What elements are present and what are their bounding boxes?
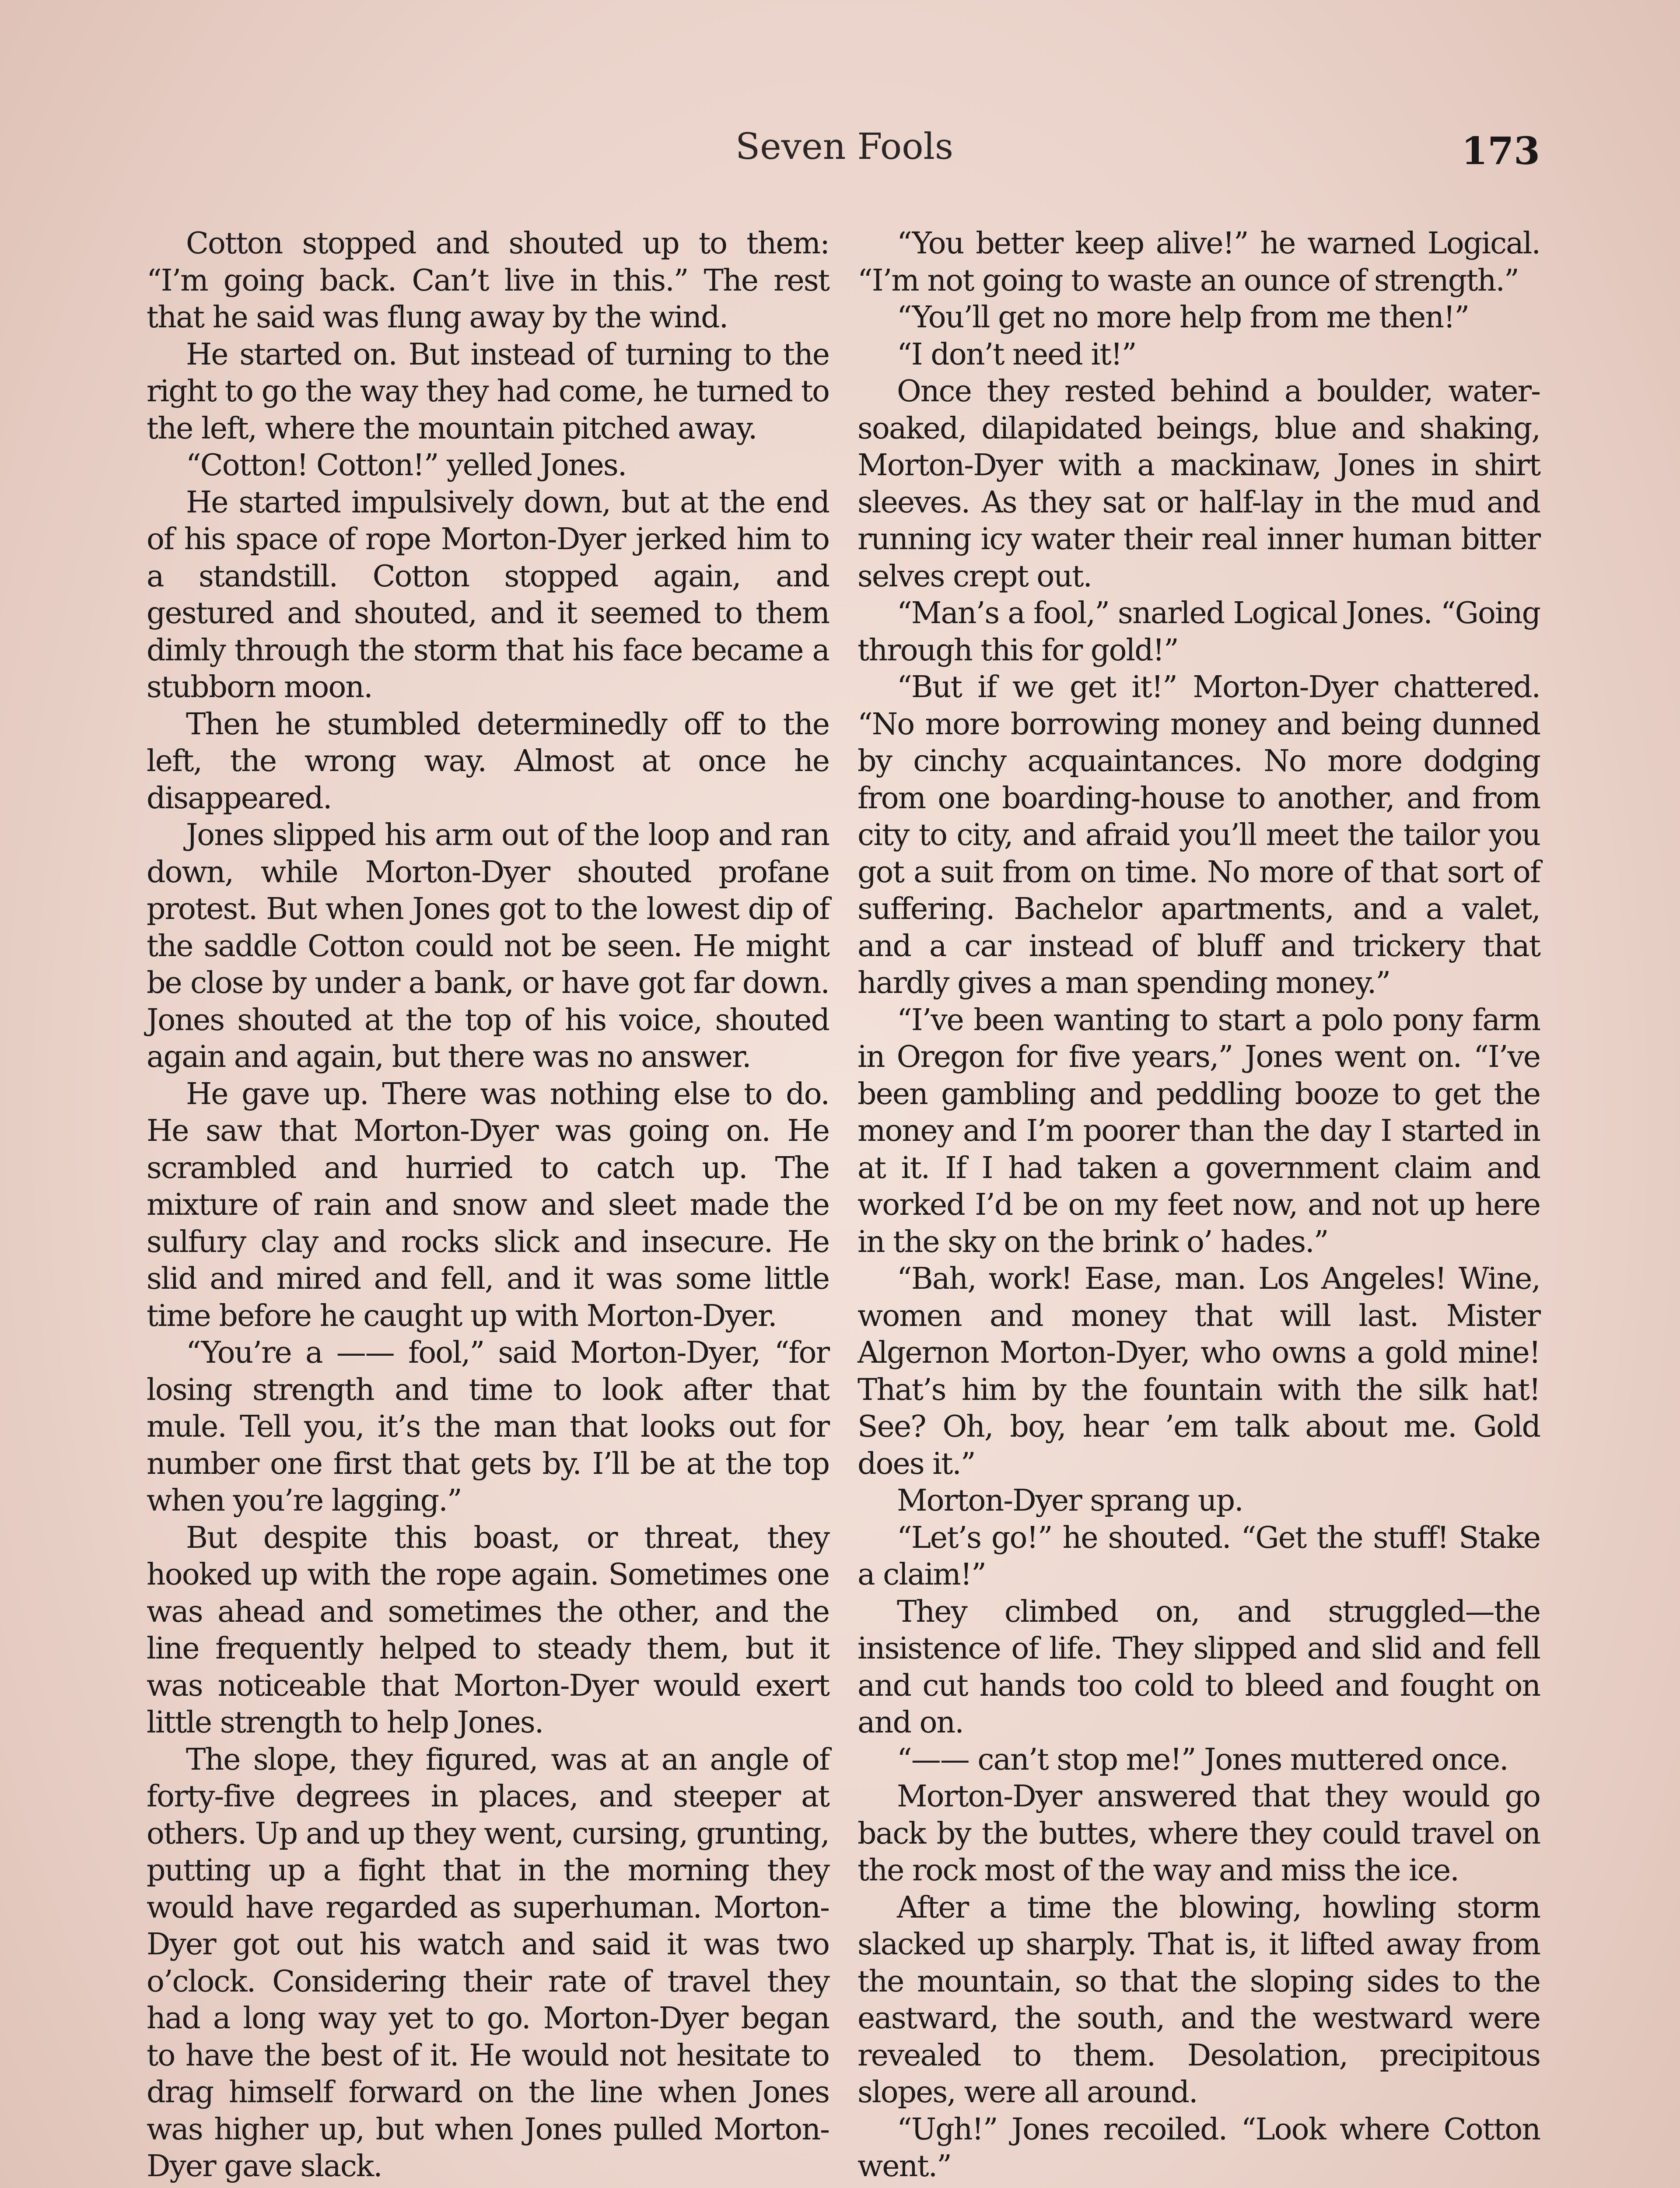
paragraph: Jones slipped his arm out of the loop and ran down, while Morton-Dyer shouted profane protest. But when Jones got to the lowest dip of the saddle Cotton could not be seen. He might be close by under a bank, or have got far down. Jones shouted at the top of his voice, shouted again and again, but there was no answer. [147,818,829,1074]
paragraph: He started on. But instead of turning to the right to go the way they had come, he turned to the left, where the mountain pitched away. [147,337,829,446]
paragraph: Once they rested behind a boulder, water-soaked, dilapidated beings, blue and shaking, Morton-Dyer with a mackinaw, Jones in shirt sleeves. As they sat or half-lay in the mud and running icy water their real inner human bitter selves crept out. [858,374,1540,594]
paragraph: They climbed on, and struggled—the insistence of life. They slipped and slid and fell and cut hands too cold to bleed and fought on and on. [858,1594,1540,1740]
running-title: Seven Fools [735,126,953,168]
paragraph: Morton-Dyer answered that they would go back by the buttes, where they could travel on the rock most of the way and miss the ice. [858,1779,1540,1888]
paragraph: After a time the blowing, howling storm slacked up sharply. That is, it lifted away from the mountain, so that the sloping sides to the eastward, the south, and the westward were revealed to them. Desolation, precipitous slopes, were all around. [858,1890,1540,2110]
paragraph: “You’ll get no more help from me then!” [897,300,1469,335]
paragraph: He gave up. There was nothing else to do. He saw that Morton-Dyer was going on. He scrambled and hurried to catch up. The mixture of rain and snow and sleet made the sulfury clay and rocks slick and insecure. He slid and mired and fell, and it was some little time before he caught up with Morton-Dyer. [147,1076,829,1333]
paragraph: “You better keep alive!” he warned Logical. “I’m not going to waste an ounce of strength.” [858,226,1540,298]
paragraph: “Bah, work! Ease, man. Los Angeles! Wine, women and money that will last. Mister Algernon Morton-Dyer, who owns a gold mine! That’s him by the fountain with the silk hat! See? Oh, boy, hear ’em talk about me. Gold does it.” [858,1262,1540,1481]
paragraph: “You’re a —— fool,” said Morton-Dyer, “for losing strength and time to look after that mule. Tell you, it’s the man that looks out for number one first that gets by. I’ll be at the top when you’re lagging.” [147,1336,829,1518]
paragraph: The slope, they figured, was at an angle of forty-five degrees in places, and steeper at others. Up and up they went, cursing, grunting, putting up a fight that in the morning they would have regarded as superhuman. Morton-Dyer got out his watch and said it was two o’clock. Considering their rate of travel they had a long way yet to go. Morton-Dyer began to have the best of it. He would not hesitate to drag himself forward on the line when Jones was higher up, but when Jones pulled Morton-Dyer gave slack. [147,1742,829,2184]
paragraph: Then he stumbled determinedly off to the left, the wrong way. Almost at once he disappeared. [147,707,829,816]
paragraph: “But if we get it!” Morton-Dyer chattered. “No more borrowing money and being dunned by cinchy acquaintances. No more dodging from one boarding-house to another, and from city to city, and afraid you’ll meet the tailor you got a suit from on time. No more of that sort of suffering. Bachelor apartments, and a valet, and a car instead of bluff and trickery that hardly gives a man spending money.” [858,670,1540,1000]
paragraph: “Cotton! Cotton!” yelled Jones. [186,448,626,483]
page-header [149,126,1540,190]
paragraph: “Let’s go!” he shouted. “Get the stuff! Stake a claim!” [858,1520,1540,1592]
paragraph: “I’ve been wanting to start a polo pony farm in Oregon for five years,” Jones went on. “I’ve been gambling and peddling booze to get the money and I’m poorer than the day I started in at it. If I had taken a government claim and worked I’d be on my feet now, and not up here in the sky on the brink o’ hades.” [858,1003,1540,1259]
paragraph: He started impulsively down, but at the end of his space of rope Morton-Dyer jerked him to a standstill. Cotton stopped again, and gestured and shouted, and it seemed to them dimly through the storm that his face became a stubborn moon. [147,485,829,705]
right-column [858,225,1540,2185]
left-column [147,225,829,2185]
paragraph: But despite this boast, or threat, they hooked up with the rope again. Sometimes one was ahead and sometimes the other, and the line frequently helped to steady them, but it was noticeable that Morton-Dyer would exert little strength to help Jones. [147,1520,829,1740]
page-number: 173 [1461,129,1540,173]
paragraph: Morton-Dyer sprang up. [897,1483,1243,1518]
paragraph: Cotton stopped and shouted up to them: “I’m going back. Can’t live in this.” The rest that he said was flung away by the wind. [147,226,829,335]
paragraph: “Man’s a fool,” snarled Logical Jones. “Going through this for gold!” [858,596,1540,668]
paragraph: “I don’t need it!” [897,337,1136,372]
paragraph: “Ugh!” Jones recoiled. “Look where Cotton went.” [858,2112,1540,2184]
paragraph: “—— can’t stop me!” Jones muttered once. [897,1742,1508,1777]
